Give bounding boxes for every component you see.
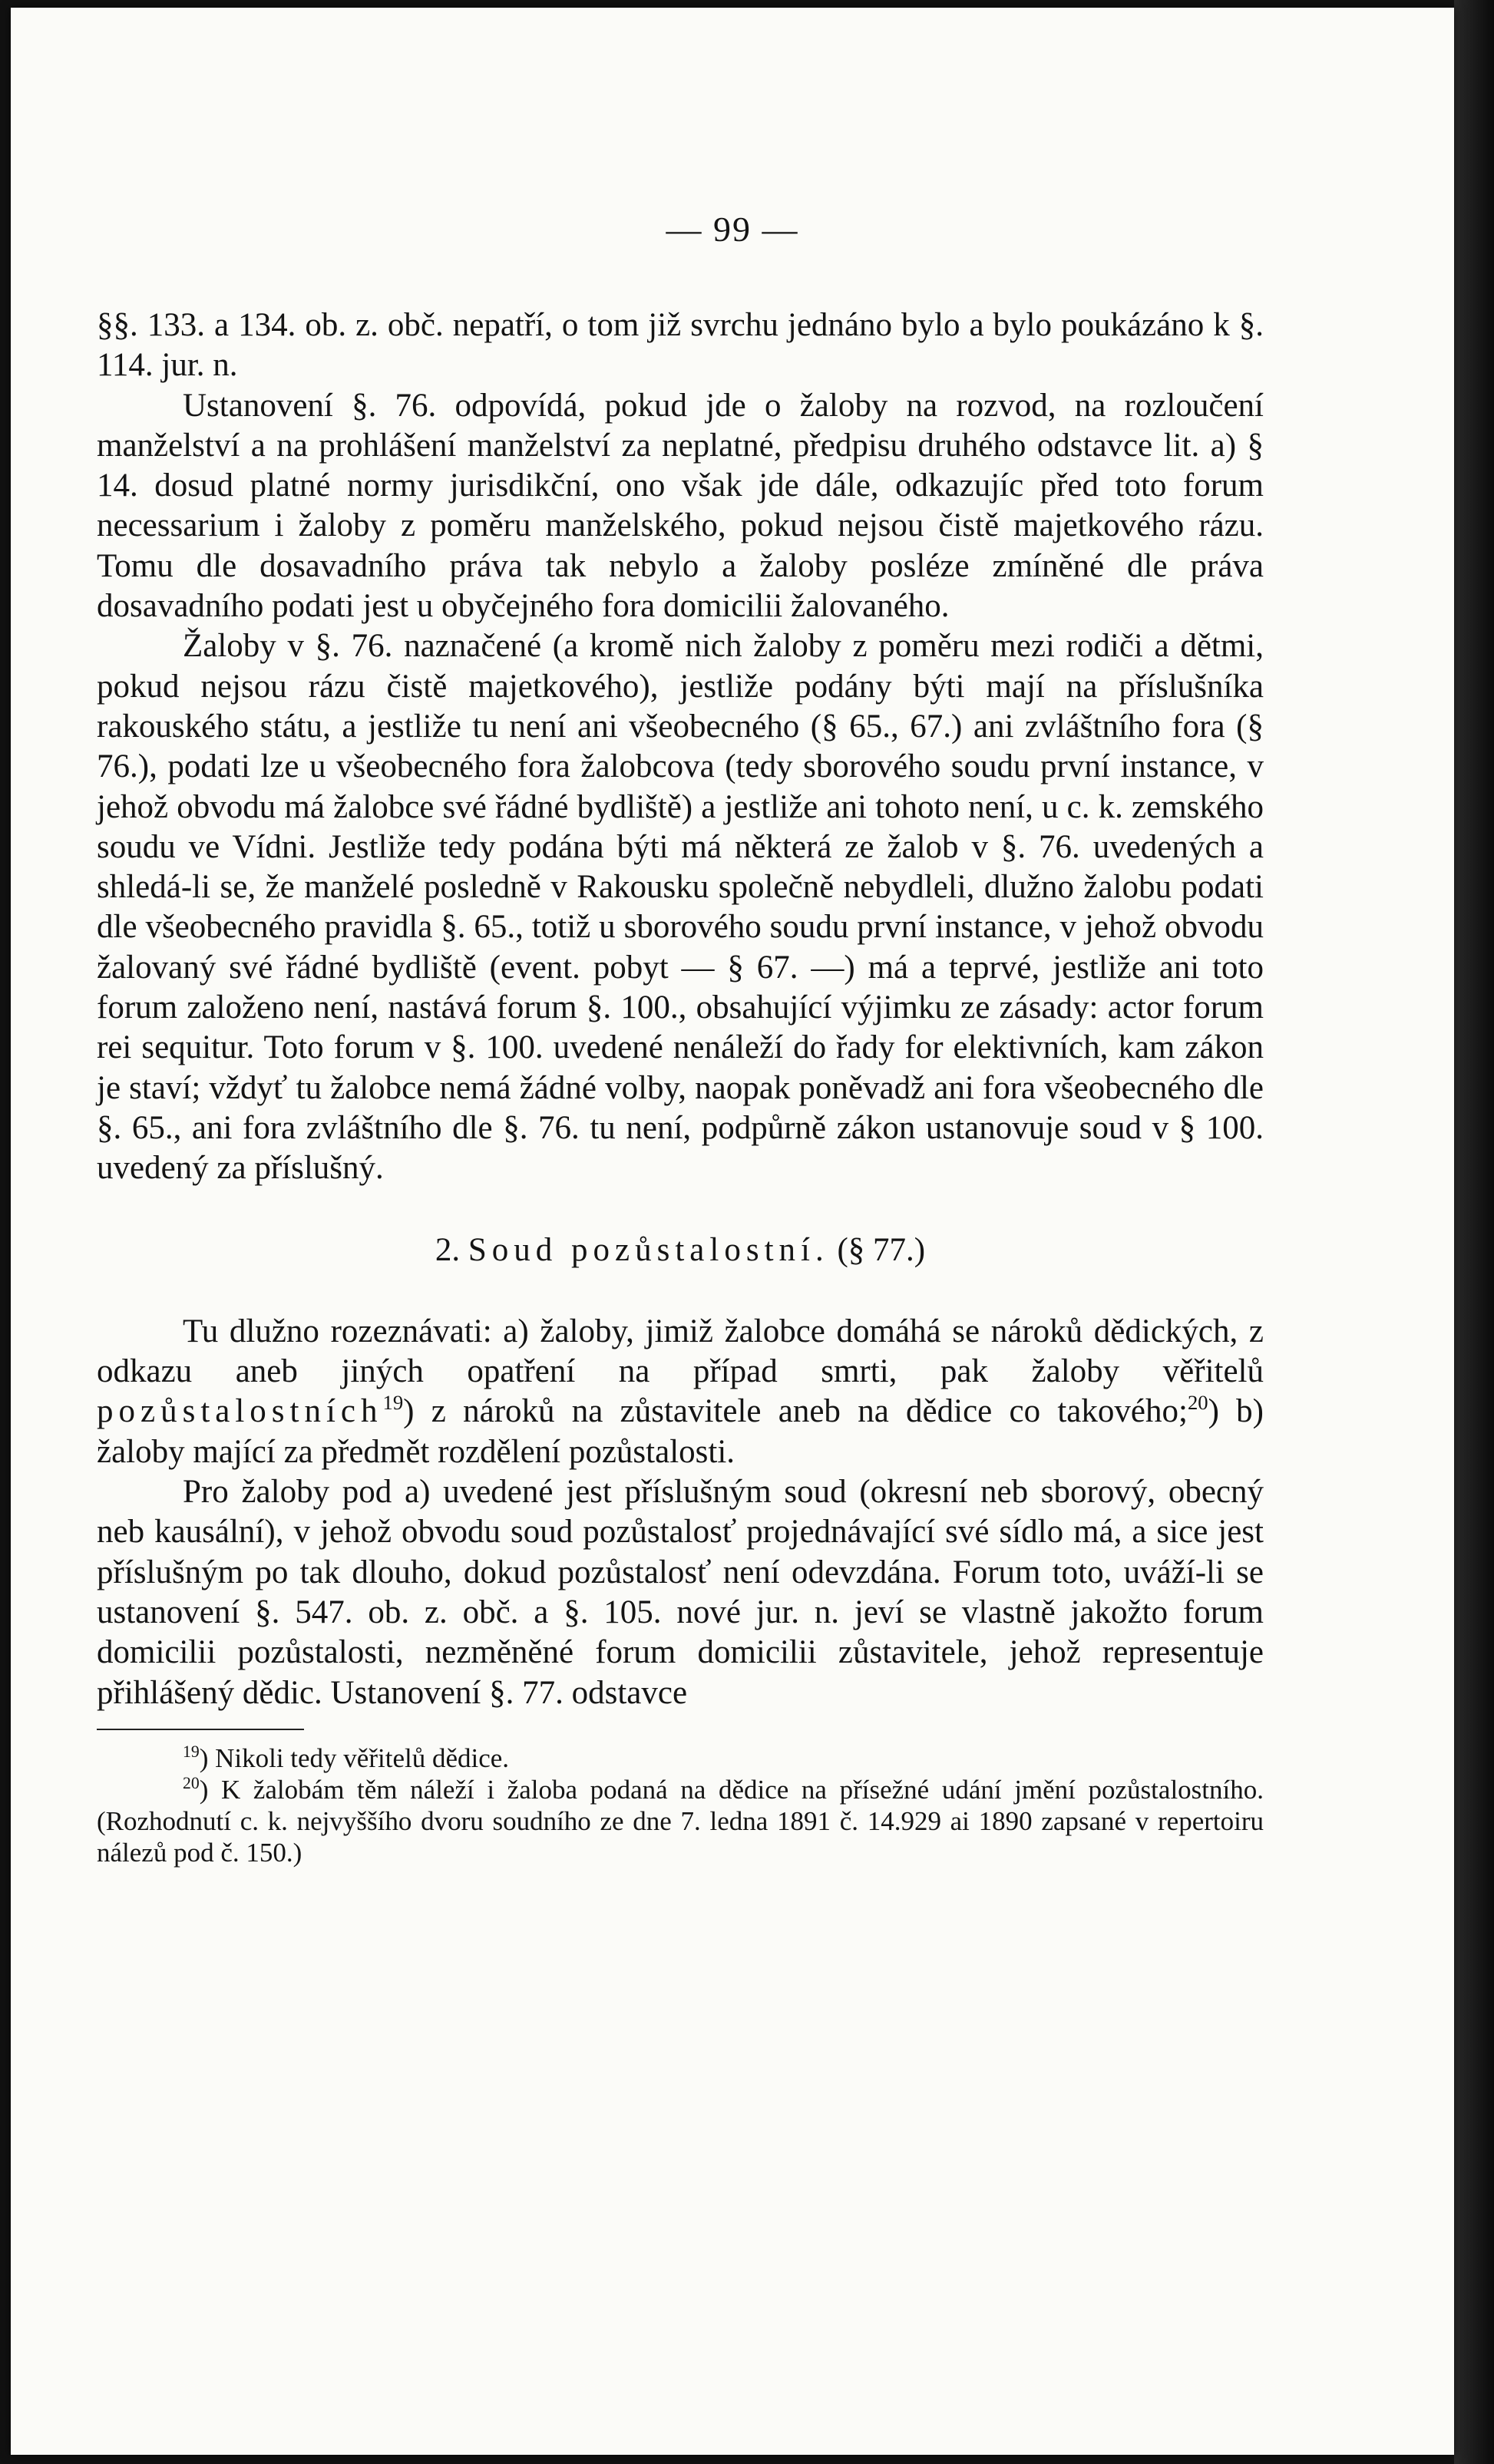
paragraph-5: Pro žaloby pod a) uvedené jest příslušným soud (okresní neb sborový, obecný neb kausální), v jehož obvodu soud pozůstalosť projednávající své sídlo má, a sice jest příslušným po tak dlouho, dokud pozůstalosť není odevzdána. Forum toto, uváží-li se ustanovení §. 547. ob. z. obč. a §. 105. nové jur. n. jeví se vlastně jakožto forum domicilii pozůstalosti, nezměněné forum domicilii zůstavitele, jehož representuje přihlášený dědic. Ustanovení §. 77. odstavce: [97, 1474, 1264, 1711]
section-number: 2.: [435, 1231, 461, 1268]
paragraph-1: §§. 133. a 134. ob. z. obč. nepatří, o tom již svrchu jednáno bylo a bylo poukázáno k §. 114. jur. n.: [97, 307, 1264, 384]
paragraph-3: Žaloby v §. 76. naznačené (a kromě nich žaloby z poměru mezi rodiči a dětmi, pokud nejsou rázu čistě majetkového), jestliže podány býti mají na příslušníka rakouského státu, a jestliže tu není ani všeobecného (§ 65., 67.) ani zvláštního fora (§ 76.), podati lze u všeobecného fora žalobcova (tedy sborového soudu první instance, v jehož obvodu má žalobce své řádné bydliště) a jestliže ani tohoto není, u c. k. zemského soudu ve Vídni. Jestliže tedy podána býti má některá ze žalob v §. 76. uvedených a shledá-li se, že manželé posledně v Rakousku společně nebydleli, dlužno žalobu podati dle všeobecného pravidla §. 65., totiž u sborového soudu první instance, v jehož obvodu žalovaný své řádné bydliště (event. pobyt — § 67. —) má a teprvé, jestliže ani toto forum založeno není, nastává forum §. 100., obsahující výjimku ze zásady: actor forum rei sequitur. Toto forum v §. 100. uvedené nenáleží do řady for elektivních, kam zákon je staví; vždyť tu žalobce nemá žádné volby, naopak poněvadž ani fora všeobecného dle §. 65., ani fora zvláštního dle §. 76. tu není, podpůrně zákon ustanovuje soud v § 100. uvedený za příslušný.: [97, 628, 1264, 1187]
paragraph-4-spaced-word: pozůstalostních: [97, 1393, 383, 1430]
footnote-ref-20: 20: [1187, 1391, 1208, 1415]
book-page: [11, 8, 1454, 2455]
section-title: Soud pozůstalostní.: [468, 1231, 829, 1268]
paragraph-4-part-a: Tu dlužno rozeznávati: a) žaloby, jimiž žalobce domáhá se nároků dědických, z odkazu aneb jiných opatření na případ smrti, pak žaloby věřitelů: [97, 1313, 1264, 1390]
paragraph-2: Ustanovení §. 76. odpovídá, pokud jde o žaloby na rozvod, na rozloučení manželství a na prohlášení manželství za neplatné, předpisu druhého odstavce lit. a) § 14. dosud platné normy jurisdikční, ono však jde dále, odkazujíc před toto forum necessarium i žaloby z poměru manželského, pokud nejsou čistě majetkového rázu. Tomu dle dosavadního práva tak nebylo a žaloby posléze zmíněné dle práva dosavadního podati jest u obyčejného fora domicilii žalovaného.: [97, 387, 1264, 625]
paragraph-4-part-b: ) z nároků na zůstavitele aneb na dědice co takového;: [403, 1393, 1188, 1430]
footnote-20: [97, 1774, 1264, 1868]
footnote-mark: 19: [183, 1742, 200, 1761]
section-ref: (§ 77.): [837, 1231, 926, 1268]
footnote-text: ) K žalobám těm náleží i žaloba podaná na dědice na přísežné udání jmění pozůstalostního. (Rozhodnutí c. k. nejvyššího dvoru soudního ze dne 7. ledna 1891 č. 14.929 ai 1890 zapsané v repertoiru nálezů pod č. 150.): [97, 1774, 1264, 1868]
footnote-rule: [97, 1729, 304, 1730]
book-edge: [1454, 0, 1494, 2464]
footnote-ref-19: 19: [382, 1391, 404, 1415]
footnote-19: [97, 1742, 1264, 1774]
paragraph-4-part-c: ) b) žaloby mající za předmět rozdělení pozůstalosti.: [97, 1393, 1264, 1470]
paragraph-4: [97, 1312, 1264, 1472]
footnote-text: ) Nikoli tedy věřitelů dědice.: [199, 1742, 510, 1773]
page-number: — 99 —: [666, 210, 799, 249]
section-heading: [97, 1230, 1264, 1270]
footnote-mark: 20: [183, 1773, 200, 1792]
footnotes: [97, 1742, 1264, 1868]
page-body: [97, 306, 1264, 1868]
